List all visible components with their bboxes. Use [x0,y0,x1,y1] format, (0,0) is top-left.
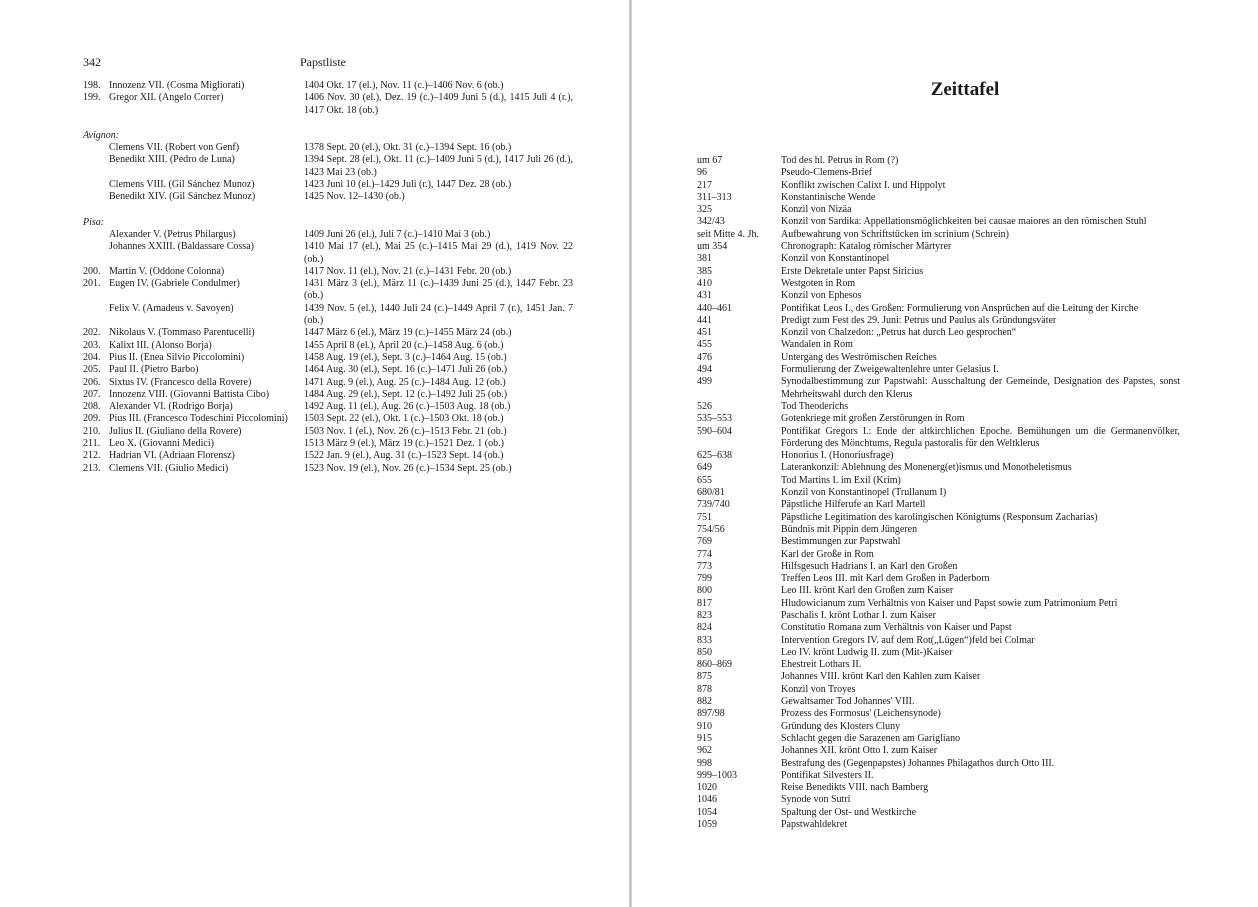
timeline-year: 774 [697,548,712,560]
timeline-year: 649 [697,462,712,474]
timeline-year: 535–553 [697,413,732,425]
timeline-row [697,598,1180,610]
timeline-year: 451 [697,327,712,339]
pope-name: Benedikt XIII. (Pedro de Luna) [109,154,235,166]
pope-list-main [83,80,573,117]
timeline-row [697,647,1180,659]
timeline-event: Schlacht gegen die Sarazenen am Garigliano [781,732,961,744]
timeline-row [697,561,1180,573]
timeline-year: 455 [697,339,712,351]
pope-dates: 1471 Aug. 9 (el.), Aug. 25 (c.)–1484 Aug. 12 (ob.) [304,376,506,388]
timeline-row [697,315,1180,327]
pope-dates: 1431 März 3 (el.), März 11 (c.)–1439 Juni 25 (d.), 1447 Febr. 23 (ob.) [304,278,573,302]
timeline-event: Papstwahldekret [781,819,848,831]
timeline-year: 910 [697,720,712,732]
timeline-row [697,487,1180,499]
timeline-event: Reise Benedikts VIII. nach Bamberg [781,782,929,794]
timeline-year: 799 [697,573,712,585]
pope-dates: 1513 März 9 (el.), März 19 (c.)–1521 Dez. 1 (ob.) [304,438,504,450]
pope-dates: 1404 Okt. 17 (el.), Nov. 11 (c.)–1406 Nov. 6 (ob.) [304,80,504,91]
pope-number: 203. [83,339,101,351]
pope-entry [83,340,573,352]
section-pisa-label: Pisa: [83,216,105,228]
pope-name: Pius II. (Enea Silvio Piccolomini) [109,351,245,363]
pope-dates: 1522 Jan. 9 (el.), Aug. 31 (c.)–1523 Sept. 14 (ob.) [304,450,504,462]
pope-number: 204. [83,351,101,363]
pope-number [83,241,109,266]
timeline-event: Synodalbestimmung zur Papstwahl: Ausschaltung der Gemeinde, Designation des Papstes, sonst Mehrheitswahl durch den Klerus [781,376,1180,400]
pope-entry [83,450,573,462]
timeline-year: 1046 [697,794,717,806]
timeline-event: Wandalen in Rom [781,339,853,351]
pope-number: 199. [83,92,101,104]
timeline-year: um 354 [697,241,728,253]
pope-name: Alexander VI. (Rodrigo Borja) [109,401,233,413]
timeline-event: Honorius I. (Honoriusfrage) [781,450,894,462]
pope-number: 210. [83,425,101,437]
timeline-event: Konzil von Konstantinopel [781,253,890,265]
timeline-year: 1054 [697,806,717,818]
timeline-event: Konzil von Chalzedon: „Petrus hat durch Leo gesprochen“ [781,327,1017,339]
pope-name: Gregor XII. (Angelo Correr) [109,92,224,104]
timeline-year: 217 [697,179,712,191]
timeline-year: 410 [697,277,712,289]
pope-entry [83,92,573,117]
timeline-event: Konflikt zwischen Calixt I. und Hippolyt [781,179,946,191]
timeline-year: 875 [697,671,712,683]
timeline-row [697,426,1180,451]
timeline-event: Ehestreit Lothars II. [781,659,862,671]
timeline-year: seit Mitte 4. Jh. [697,228,759,240]
pope-list-avignon [83,142,573,203]
timeline-row [697,327,1180,339]
pope-number: 201. [83,278,101,290]
timeline-event: Aufbewahrung von Schriftstücken im scrinium (Schrein) [781,228,1010,240]
pope-number: 213. [83,462,101,474]
pope-dates: 1503 Nov. 1 (el.), Nov. 26 (c.)–1513 Febr. 21 (ob.) [304,425,507,437]
timeline-row [697,549,1180,561]
timeline-event: Tod Theoderichs [781,400,849,412]
timeline-event: Formulierung der Zweigewaltenlehre unter Gelasius I. [781,364,999,376]
pope-name: Innozenz VII. (Cosma Migliorati) [109,80,245,91]
timeline-row [697,241,1180,253]
pope-entry [83,327,573,339]
timeline-event: Hilfsgesuch Hadrians I. an Karl den Großen [781,560,958,572]
timeline-row [697,659,1180,671]
pope-name: Eugen IV. (Gabriele Condulmer) [109,278,240,290]
timeline-row [697,524,1180,536]
pope-entry [83,241,573,266]
pope-entry [83,413,573,425]
timeline-event: Intervention Gregors IV. auf dem Rot(„Lügen“)feld bei Colmar [781,634,1035,646]
timeline-event: Constitutio Romana zum Verhältnis von Kaiser und Papst [781,622,1012,634]
timeline-event: Konzil von Troyes [781,683,856,695]
timeline-row [697,512,1180,524]
pope-dates: 1425 Nov. 12–1430 (ob.) [304,191,405,203]
pope-name: Hadrian VI. (Adriaan Florensz) [109,450,235,462]
timeline-event: Chronograph: Katalog römischer Märtyrer [781,241,952,253]
pope-name: Innozenz VIII. (Giovanni Battista Cibo) [109,388,270,400]
timeline-row [697,671,1180,683]
pope-entry [83,401,573,413]
pope-dates: 1423 Juni 10 (el.)–1429 Juli (r.), 1447 Dez. 28 (ob.) [304,179,512,191]
pope-dates: 1439 Nov. 5 (el.), 1440 Juli 24 (c.)–1449 April 7 (r.), 1451 Jan. 7 (ob.) [304,302,573,327]
page-number: 342 [83,55,101,69]
timeline-year: 739/740 [697,499,730,511]
timeline-row [697,475,1180,487]
timeline-row [697,610,1180,622]
pope-dates: 1409 Juni 26 (el.), Juli 7 (c.)–1410 Mai 3 (ob.) [304,228,491,240]
pope-entry [83,179,573,191]
timeline-event: Leo IV. krönt Ludwig II. zum (Mit-)Kaiser [781,646,953,658]
pope-number [83,154,109,179]
pope-dates: 1406 Nov. 30 (el.), Dez. 19 (c.)–1409 Juni 5 (d.), 1415 Juli 4 (r.), 1417 Okt. 18 (ob.) [304,92,573,116]
pope-number: 212. [83,450,101,462]
pope-list [83,80,573,475]
timeline-year: 751 [697,511,712,523]
timeline-event: Untergang des Weströmischen Reiches [781,351,937,363]
timeline-event: Tod des hl. Petrus in Rom (?) [781,155,899,166]
timeline-event: Gewaltsamer Tod Johannes' VIII. [781,696,915,708]
pope-number: 207. [83,388,101,400]
timeline-event: Paschalis I. krönt Lothar I. zum Kaiser [781,609,936,621]
timeline-year: 769 [697,536,712,548]
timeline-year: 754/56 [697,523,725,535]
timeline-year: 381 [697,253,712,265]
timeline-year: 833 [697,634,712,646]
pope-number [83,179,109,191]
pope-name: Benedikt XIV. (Gil Sánchez Munoz) [109,191,256,203]
timeline-table [697,155,1180,831]
pope-name: Leo X. (Giovanni Medici) [109,438,214,450]
timeline-year: 850 [697,646,712,658]
timeline-event: Karl der Große in Rom [781,548,874,560]
pope-number [83,191,109,203]
timeline-row [697,721,1180,733]
pope-number: 211. [83,438,101,450]
timeline-row [697,733,1180,745]
timeline-event: Päpstliche Legitimation des karolingischen Königtums (Responsum Zacharias) [781,511,1098,523]
running-title: Papstliste [300,55,347,69]
pope-name: Kalixt III. (Alonso Borja) [109,339,212,351]
timeline-row [697,253,1180,265]
pope-entry [83,266,573,278]
timeline-row [697,401,1180,413]
pope-entry [83,389,573,401]
pope-number: 198. [83,80,101,91]
timeline-row [697,413,1180,425]
timeline-row [697,450,1180,462]
pope-entry [83,154,573,179]
pope-dates: 1484 Aug. 29 (el.), Sept. 12 (c.)–1492 Juli 25 (ob.) [304,388,508,400]
timeline-event: Päpstliche Hilferufe an Karl Martell [781,499,926,511]
timeline-row [697,807,1180,819]
timeline-row [697,684,1180,696]
pope-entry [83,303,573,328]
timeline-year: 915 [697,732,712,744]
timeline-row [697,229,1180,241]
timeline-event: Bestimmungen zur Papstwahl [781,536,901,548]
pope-entry [83,352,573,364]
timeline-event: Pseudo-Clemens-Brief [781,167,873,179]
timeline-year: 1020 [697,782,717,794]
pope-name: Clemens VII. (Giulio Medici) [109,462,229,474]
pope-name: Nikolaus V. (Tommaso Parentucelli) [109,327,255,339]
timeline-year: 999–1003 [697,769,737,781]
pope-number: 208. [83,401,101,413]
timeline-event: Konzil von Konstantinopel (Trullanum I) [781,487,947,499]
timeline-year: 440–461 [697,302,732,314]
pope-name: Julius II. (Giuliano della Rovere) [109,425,242,437]
timeline-year: 897/98 [697,708,725,720]
pope-name: Sixtus IV. (Francesco della Rovere) [109,376,252,388]
pope-entry [83,229,573,241]
timeline-year: 824 [697,622,712,634]
pope-dates: 1464 Aug. 30 (el.), Sept. 16 (c.)–1471 Juli 26 (ob.) [304,364,508,376]
timeline-row [697,770,1180,782]
timeline-row [697,352,1180,364]
timeline-year: 817 [697,597,712,609]
timeline-row [697,216,1180,228]
timeline-event: Gründung des Klosters Cluny [781,720,901,732]
pope-name: Pius III. (Francesco Todeschini Piccolomini) [109,413,288,425]
pope-entry [83,364,573,376]
timeline-event: Synode von Sutri [781,794,851,806]
pope-entry [83,438,573,450]
pope-dates: 1447 März 6 (el.), März 19 (c.)–1455 März 24 (ob.) [304,327,512,339]
timeline-event: Johannes VIII. krönt Karl den Kahlen zum Kaiser [781,671,981,683]
timeline-event: Johannes XII. krönt Otto I. zum Kaiser [781,745,938,757]
pope-name: Martin V. (Oddone Colonna) [109,265,225,277]
pope-dates: 1492 Aug. 11 (el.), Aug. 26 (c.)–1503 Aug. 18 (ob.) [304,401,511,413]
timeline-year: 96 [697,167,707,179]
timeline-row [697,696,1180,708]
timeline-year: 962 [697,745,712,757]
timeline-year: 878 [697,683,712,695]
timeline-row [697,167,1180,179]
pope-list-pisa [83,229,573,475]
pope-dates: 1523 Nov. 19 (el.), Nov. 26 (c.)–1534 Sept. 25 (ob.) [304,462,512,474]
timeline-year: 680/81 [697,487,725,499]
timeline-event: Pontifikat Silvesters II. [781,769,874,781]
timeline-row [697,499,1180,511]
pope-number: 209. [83,413,101,425]
pope-name: Johannes XXIII. (Baldassare Cossa) [109,241,254,253]
pope-number: 200. [83,265,101,277]
pope-entry [83,377,573,389]
timeline-row [697,758,1180,770]
timeline-row [697,536,1180,548]
timeline-row [697,155,1180,167]
pope-entry [83,142,573,154]
pope-number [83,142,109,154]
pope-dates: 1458 Aug. 19 (el.), Sept. 3 (c.)–1464 Aug. 15 (ob.) [304,351,507,363]
pope-dates: 1417 Nov. 11 (el.), Nov. 21 (c.)–1431 Febr. 20 (ob.) [304,265,512,277]
pope-dates: 1410 Mai 17 (el.), Mai 25 (c.)–1415 Mai 29 (d.), 1419 Nov. 22 (ob.) [304,241,573,265]
timeline-year: 800 [697,585,712,597]
timeline-event: Konzil von Ephesos [781,290,862,302]
timeline-event: Pontifikat Leos I., des Großen: Formulierung von Ansprüchen auf die Leitung der Kirche [781,302,1139,314]
timeline-event: Tod Martins I. im Exil (Krim) [781,474,901,486]
timeline-row [697,635,1180,647]
pope-dates: 1394 Sept. 28 (el.), Okt. 11 (c.)–1409 Juni 5 (d.), 1417 Juli 26 (d.), 1423 Mai 23 (ob.) [304,154,573,178]
timeline-year: 441 [697,314,712,326]
timeline-row [697,622,1180,634]
pope-dates: 1455 April 8 (el.), April 20 (c.)–1458 Aug. 6 (ob.) [304,339,504,351]
timeline-row [697,266,1180,278]
timeline-event: Erste Dekretale unter Papst Siricius [781,265,924,277]
timeline-year: 526 [697,400,712,412]
pope-number [83,229,109,241]
timeline-row [697,794,1180,806]
pope-entry [83,80,573,92]
timeline-year: 1059 [697,819,717,831]
timeline-year: 773 [697,560,712,572]
timeline-year: 342/43 [697,216,725,228]
timeline-row [697,782,1180,794]
pope-number [83,303,109,328]
pope-name: Clemens VII. (Robert von Genf) [109,142,240,154]
timeline-event: Konstantinische Wende [781,191,876,203]
timeline-row [697,364,1180,376]
timeline-row [697,585,1180,597]
timeline-year: 385 [697,265,712,277]
timeline-row [697,290,1180,302]
timeline-event: Pontifikat Gregors I.: Ende der altkirchlichen Epoche. Bemühungen um die Germanenvölker, Förderung des Mönchtums, Regula pastoralis für den Weltklerus [781,425,1180,449]
pope-entry [83,191,573,203]
timeline-row [697,819,1180,831]
timeline-event: Laterankonzil: Ablehnung des Monenerg(et)ismus und Monotheletismus [781,462,1072,474]
timeline-event: Leo III. krönt Karl den Großen zum Kaiser [781,585,954,597]
pope-number: 205. [83,364,101,376]
page-title: Zeittafel [930,79,1000,100]
timeline-event: Hludowicianum zum Verhältnis von Kaiser und Papst sowie zum Patrimonium Petri [781,597,1118,609]
timeline-row [697,339,1180,351]
pope-entry [83,426,573,438]
pope-name: Clemens VIII. (Gil Sánchez Munoz) [109,179,255,191]
pope-entry [83,463,573,475]
timeline-event: Gotenkriege mit großen Zerstörungen in Rom [781,413,965,425]
timeline-year: 325 [697,204,712,216]
timeline-year: 882 [697,696,712,708]
timeline-row [697,573,1180,585]
timeline-row [697,708,1180,720]
timeline-event: Predigt zum Fest des 29. Juni: Petrus und Paulus als Gründungsväter [781,314,1057,326]
timeline-event: Bestrafung des (Gegenpapstes) Johannes Philagathos durch Otto III. [781,757,1055,769]
timeline-event: Treffen Leos III. mit Karl dem Großen in Paderborn [781,573,990,585]
pope-dates: 1503 Sept. 22 (el.), Okt. 1 (c.)–1503 Okt. 18 (ob.) [304,413,504,425]
timeline-year: 823 [697,609,712,621]
timeline-year: 998 [697,757,712,769]
timeline-event: Spaltung der Ost- und Westkirche [781,806,917,818]
timeline-year: 494 [697,364,712,376]
timeline-row [697,303,1180,315]
timeline-row [697,278,1180,290]
timeline-year: 476 [697,351,712,363]
timeline-year: 655 [697,474,712,486]
timeline-year: 590–604 [697,425,732,437]
pope-number: 206. [83,376,101,388]
timeline-row [697,745,1180,757]
timeline-row [697,376,1180,401]
timeline-event: Konzil von Sardika: Appellationsmöglichkeiten bei causae maiores an den römischen Stuhl [781,216,1147,228]
pope-entry [83,278,573,303]
timeline-year: 625–638 [697,450,732,462]
timeline-row [697,180,1180,192]
timeline-row [697,204,1180,216]
pope-dates: 1378 Sept. 20 (el.), Okt. 31 (c.)–1394 Sept. 16 (ob.) [304,142,512,154]
timeline-row [697,192,1180,204]
timeline-event: Bündnis mit Pippin dem Jüngeren [781,523,918,535]
timeline-year: 499 [697,376,712,388]
timeline-year: 311–313 [697,191,732,203]
section-avignon-label: Avignon: [83,129,120,141]
pope-name: Alexander V. (Petrus Philargus) [109,228,236,240]
pope-name: Paul II. (Pietro Barbo) [109,364,199,376]
pope-number: 202. [83,327,101,339]
timeline-year: um 67 [697,155,723,166]
timeline-row [697,462,1180,474]
timeline-year: 431 [697,290,712,302]
timeline-event: Prozess des Formosus' (Leichensynode) [781,708,941,720]
timeline-year: 860–869 [697,659,732,671]
right-page [632,0,1258,907]
timeline-event: Konzil von Nizäa [781,204,852,216]
timeline-event: Westgoten in Rom [781,277,856,289]
pope-name: Felix V. (Amadeus v. Savoyen) [109,302,234,314]
